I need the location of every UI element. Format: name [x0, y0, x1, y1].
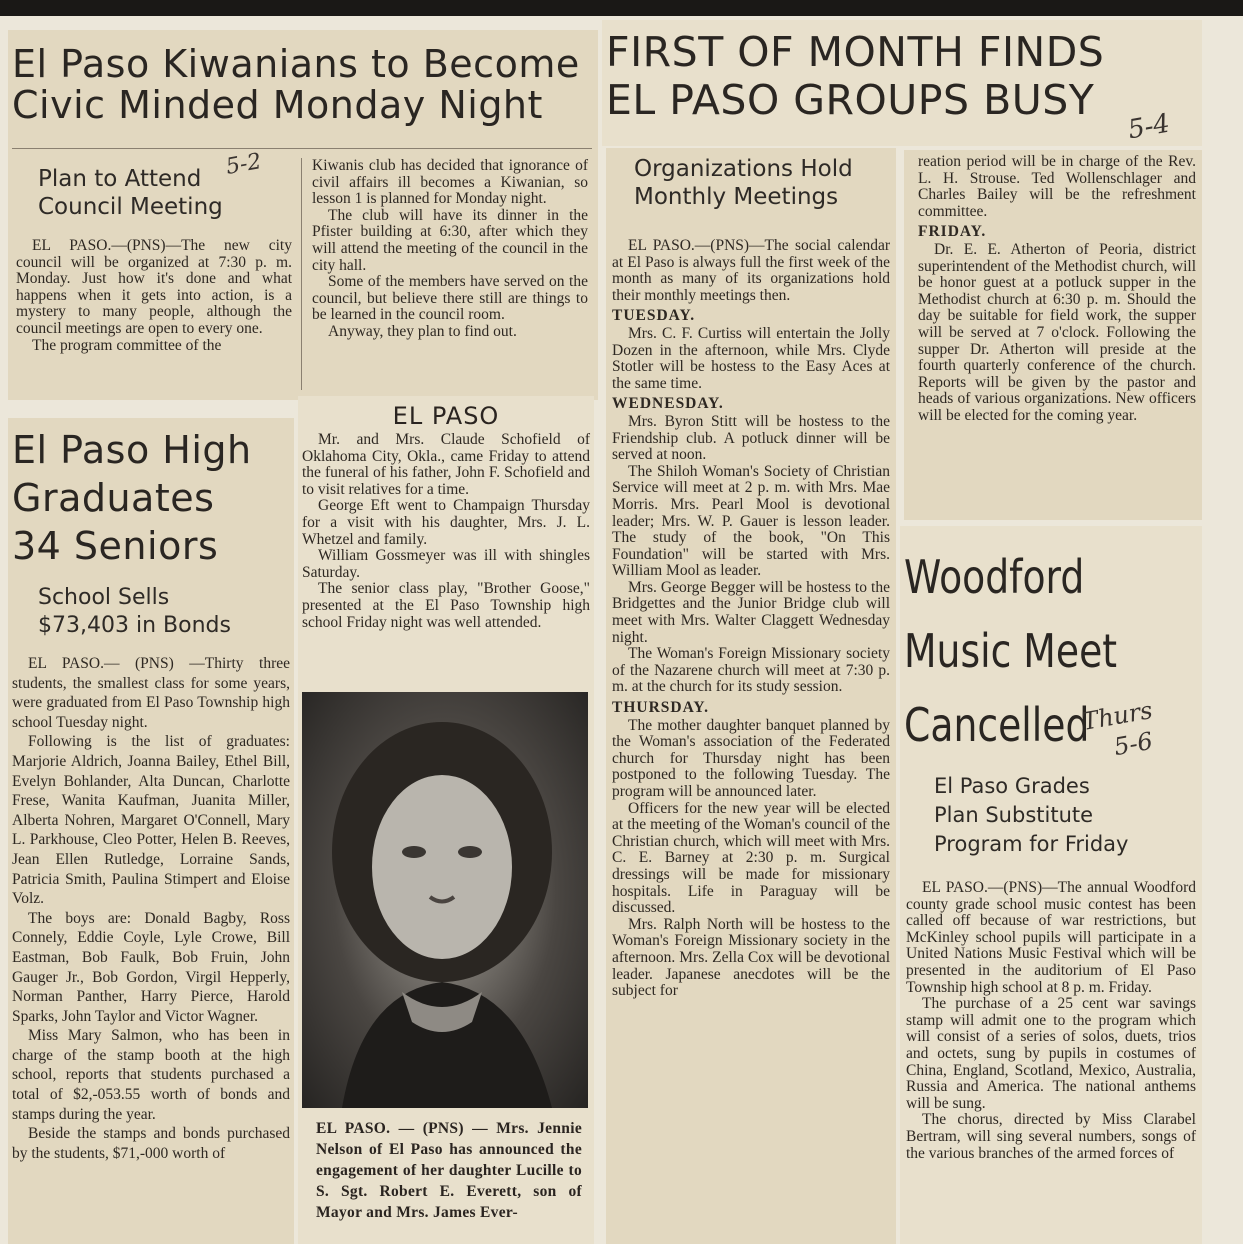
woodford-headline-line-1: Woodford [904, 550, 1085, 604]
kiwanis-col2-para-2: The club will have its dinner in the Pfister building at 6:30, after which they will attend the meeting of the council in the city hall. [312, 206, 588, 274]
graduates-para-5: Beside the stamps and bonds purchased by the students, $71,-000 worth of [12, 1125, 290, 1162]
woodford-deck-line-3: Program for Friday [934, 832, 1129, 856]
graduates-deck [38, 584, 231, 640]
first-of-month-header [602, 20, 1202, 146]
thursday-para-2: Officers for the new year will be elected at the meeting of the Woman's council of the Christian church, which will meet with Mrs. C. E. Barney at 2:30 p. m. Surgical dressings will be made for missionary hospitals. Life in Paraguay will be discussed. [612, 799, 890, 917]
woodford-headline-line-3: Cancelled [904, 698, 1090, 752]
first-of-month-headline-line-1: FIRST OF MONTH FINDS [606, 28, 1105, 76]
woodford-deck [934, 772, 1128, 859]
friday-clipping [904, 150, 1202, 520]
graduates-para-2: Following is the list of graduates: Marjorie Aldrich, Joanna Bailey, Ethel Bill, Evelyn Bohlander, Alta Duncan, Charlotte Frese, Wanita Kaufman, Juanita Miller, Alberta Nohren, Margaret O'Connell, Mary L. Parkhouse, Cleo Potter, Helen B. Reeves, Jean Ellen Rutledge, Lorraine Sands, Patricia Smith, Paulina Stimpert and Eloise Volz. [12, 733, 290, 908]
organizations-deck-line-1: Organizations Hold [634, 156, 853, 182]
kiwanis-column-2 [312, 158, 588, 341]
thursday-para-3: Mrs. Ralph North will be hostess to the Woman's Foreign Missionary society in the afternoon. Mrs. Zella Cox will be devotional leader. Japanese anecdotes will be the subject for [612, 915, 890, 1000]
woodford-deck-line-1: El Paso Grades [934, 774, 1090, 798]
elpaso-news-para-3: William Gossmeyer was ill with shingles Saturday. [302, 547, 590, 581]
first-of-month-date-note: 5-4 [1125, 108, 1173, 146]
woodford-date-note-1: Thurs [1080, 696, 1155, 736]
friday-label: FRIDAY. [918, 223, 987, 241]
graduates-body [12, 654, 290, 1163]
portrait-photo [302, 692, 588, 1108]
kiwanis-column-divider [301, 158, 302, 390]
kiwanis-deck-line-1: Plan to Attend [38, 166, 202, 192]
graduates-para-1: EL PASO.— (PNS) —Thirty three students, the smallest class for some years, were graduated from El Paso Township high school Tuesday night. [12, 655, 290, 731]
graduates-deck-line-2: $73,403 in Bonds [38, 613, 231, 638]
graduates-clipping [8, 418, 294, 1244]
graduates-headline-line-2: Graduates [12, 476, 215, 520]
wednesday-para-3: Mrs. George Begger will be hostess to the Bridgettes and the Junior Bridge club will meet with Mrs. Walter Claggett Wednesday night. [612, 578, 890, 646]
tuesday-label: TUESDAY. [612, 307, 696, 325]
organizations-body [612, 238, 890, 1000]
kiwanis-headline-rule [12, 148, 592, 149]
elpaso-news-body [302, 432, 590, 631]
organizations-clipping [606, 148, 896, 1244]
wednesday-label: WEDNESDAY. [612, 395, 724, 413]
kiwanis-col1-para-2: The program committee of the [32, 336, 222, 354]
photo-clipping [298, 686, 594, 1244]
graduates-deck-line-1: School Sells [38, 585, 170, 610]
graduates-para-3: The boys are: Donald Bagby, Ross Connely, Eddie Coyle, Lyle Crowe, Bill Eastman, Bob Faulk, Bob Fruin, John Gauger Jr., Bob Gordon, Virgil Hepperly, Norman Panther, Harry Pierce, Harold Sparks, John Taylor and Victor Wagner. [12, 909, 290, 1025]
organizations-deck [634, 156, 853, 211]
kiwanis-headline-line-1: El Paso Kiwanians to Become [12, 42, 580, 86]
woodford-date-note-2: 5-6 [1111, 726, 1155, 762]
kiwanis-col2-para-1: Kiwanis club has decided that ignorance of civil affairs ill becomes a Kiwanian, so lesson 1 is planned for Monday night. [312, 157, 588, 208]
graduates-headline-line-1: El Paso High [12, 428, 252, 472]
scrapbook-top-edge [0, 0, 1243, 16]
elpaso-news-para-1: Mr. and Mrs. Claude Schofield of Oklahoma City, Okla., came Friday to attend the funeral of his father, John F. Schofield and to visit relatives for a time. [302, 431, 590, 498]
elpaso-news-clipping [298, 396, 594, 686]
continuation-para: reation period will be in charge of the Rev. L. H. Strouse. Ted Wollenschlager and Charles Bailey will be the refreshment committee. [918, 153, 1196, 220]
first-of-month-headline [606, 28, 1104, 124]
wednesday-para-1: Mrs. Byron Stitt will be hostess to the Friendship club. A potluck dinner will be served at noon. [612, 412, 890, 464]
kiwanis-date-note: 5-2 [224, 149, 264, 180]
organizations-deck-line-2: Monthly Meetings [634, 183, 839, 210]
wednesday-para-4: The Woman's Foreign Missionary society of the Nazarene church will meet at 7:30 p. m. at the church for its study session. [612, 645, 890, 696]
woodford-deck-line-2: Plan Substitute [934, 803, 1094, 827]
woodford-body [906, 880, 1196, 1162]
photo-caption: EL PASO. — (PNS) — Mrs. Jennie Nelson of El Paso has announced the engagement of her daughter Lucille to S. Sgt. Robert E. Everett, son of Mayor and Mrs. James Ever- [316, 1120, 582, 1221]
kiwanis-deck [38, 166, 223, 221]
kiwanis-column-1 [16, 238, 292, 354]
graduates-headline-line-3: 34 Seniors [12, 524, 219, 568]
portrait-figure [302, 692, 588, 1108]
kiwanis-deck-line-2: Council Meeting [38, 193, 223, 220]
friday-body [918, 154, 1196, 425]
woodford-headline-line-2: Music Meet [904, 624, 1118, 678]
woodford-para-2: The purchase of a 25 cent war savings stamp will admit one to the program which will consist of a series of solos, duets, trios and octets, sung by pupils in costumes of China, England, Scotland, Mexico, Australia, Russia and America. The national anthems will be sung. [906, 995, 1196, 1112]
graduates-para-4: Miss Mary Salmon, who has been in charge of the stamp booth at the high school, reports that students purchased a total of $2,-053.55 worth of bonds and stamps during the year. [12, 1027, 290, 1123]
woodford-para-3: The chorus, directed by Miss Clarabel Bertram, will sing several numbers, songs of the various branches of the armed forces of [906, 1111, 1196, 1162]
tuesday-para: Mrs. C. F. Curtiss will entertain the Jolly Dozen in the afternoon, while Mrs. Clyde Stotler will be hostess to the Easy Aces at the same time. [612, 324, 890, 392]
woodford-clipping [900, 526, 1202, 1244]
elpaso-news-para-2: George Eft went to Champaign Thursday for a visit with his daughter, Mrs. J. L. Whetzel and family. [302, 497, 590, 548]
wednesday-para-2: The Shiloh Woman's Society of Christian Service will meet at 2 p. m. with Mrs. Mae Morris. Mrs. Pearl Mool is devotional leader; Mrs. W. P. Gauer is lesson leader. The study of the book, "On This Foundation" will be started with Mrs. William Mool as leader. [612, 462, 890, 580]
woodford-para-1: EL PASO.—(PNS)—The annual Woodford county grade school music contest has been called off because of war restrictions, but McKinley school pupils will participate in a United Nations Music Festival which will be presented in the auditorium of El Paso Township high school at 8 p. m. Friday. [906, 879, 1196, 996]
kiwanis-headline-line-2: Civic Minded Monday Night [12, 83, 543, 128]
kiwanis-col2-para-4: Anyway, they plan to find out. [328, 322, 517, 340]
elpaso-news-title: EL PASO [392, 402, 500, 430]
kiwanis-headline [12, 44, 580, 126]
kiwanis-col2-para-3: Some of the members have served on the council, but believe there still are things to be learned in the council room. [312, 273, 588, 324]
friday-para: Dr. E. E. Atherton of Peoria, district superintendent of the Methodist church, will be honor guest at a potluck supper in the Methodist church at 6:30 p. m. Should the day be suitable for field work, the supper will be served at 7 o'clock. Following the supper Dr. Atherton will preside at the fourth quarterly conference of the church. Reports will be given by the pastor and heads of various organizations. New officers will be elected for the coming year. [918, 240, 1196, 424]
thursday-label: THURSDAY. [612, 699, 710, 717]
organizations-intro: EL PASO.—(PNS)—The social calendar at El Paso is always full the first week of the month as many of its organizations hold their monthly meetings then. [612, 237, 890, 304]
kiwanis-clipping [8, 30, 598, 400]
kiwanis-col1-para-1: EL PASO.—(PNS)—The new city council will be organized at 7:30 p. m. Monday. Just how it's done and what happens when it gets into action, is a mystery to many people, although the council meetings are open to every one. [16, 237, 292, 337]
elpaso-news-para-4: The senior class play, "Brother Goose," presented at the El Paso Township high school Friday night was well attended. [302, 580, 590, 631]
first-of-month-headline-line-2: EL PASO GROUPS BUSY [606, 76, 1095, 124]
graduates-headline [12, 426, 252, 570]
thursday-para-1: The mother daughter banquet planned by the Woman's association of the Federated church for Thursday night has been postponed to the following Tuesday. The program will be announced later. [612, 716, 890, 800]
